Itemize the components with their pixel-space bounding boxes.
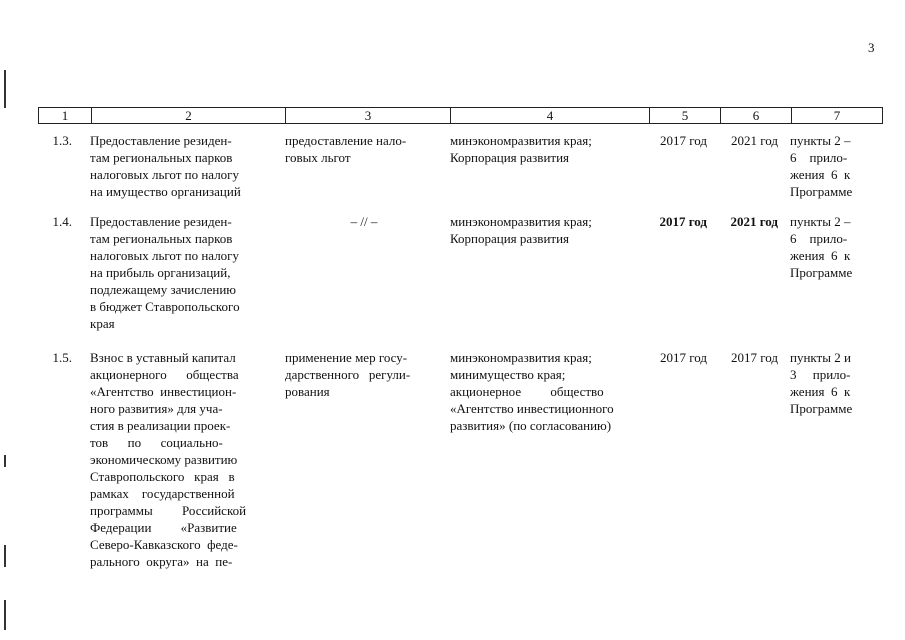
start-year: 2017 год bbox=[660, 350, 707, 365]
margin-mark bbox=[4, 545, 6, 567]
executor: минэкономразвития края; минимущество края; акционерное общество «Агентство инвестиционного развития» (по согласованию) bbox=[450, 350, 614, 433]
margin-mark bbox=[4, 70, 6, 108]
start-year: 2017 год bbox=[660, 133, 707, 148]
end-year: 2021 год bbox=[730, 214, 778, 229]
header-col-3: 3 bbox=[286, 108, 451, 124]
start-year: 2017 год bbox=[659, 214, 707, 229]
row-number: 1.3. bbox=[52, 133, 72, 148]
measure-name: Предоставление резиден- там региональных парков налоговых льгот по налогу на имущество организаций bbox=[90, 133, 241, 199]
program-link: пункты 2 и 3 прило- жения 6 к Программе bbox=[790, 350, 853, 416]
measure-name: Взнос в уставный капитал акционерного общества «Агентство инвестицион- ного развития» для уча- стия в реализации проек- тов по социально- экономическому развитию Ставропольского края в рамках государственной программы Российской Федерации «Развитие Северо-Кавказского феде- рального округа» на пе- bbox=[90, 350, 247, 569]
header-col-6: 6 bbox=[721, 108, 792, 124]
mechanism: предоставление нало- говых льгот bbox=[285, 133, 407, 165]
header-col-4: 4 bbox=[451, 108, 650, 124]
row-number: 1.5. bbox=[52, 350, 72, 365]
mechanism: применение мер госу- дарственного регули- рования bbox=[285, 350, 411, 399]
executor: минэкономразвития края; Корпорация развития bbox=[450, 133, 592, 165]
executor: минэкономразвития края; Корпорация развития bbox=[450, 214, 592, 246]
program-link: пункты 2 – 6 прило- жения 6 к Программе bbox=[790, 214, 853, 280]
margin-mark bbox=[4, 600, 6, 630]
page-number: 3 bbox=[868, 40, 875, 55]
row-number: 1.4. bbox=[52, 214, 72, 229]
mechanism: – // – bbox=[350, 214, 378, 229]
program-link: пункты 2 – 6 прило- жения 6 к Программе bbox=[790, 133, 853, 199]
end-year: 2017 год bbox=[731, 350, 778, 365]
header-col-5: 5 bbox=[650, 108, 721, 124]
header-col-2: 2 bbox=[92, 108, 286, 124]
margin-mark bbox=[4, 455, 6, 467]
header-col-7: 7 bbox=[792, 108, 883, 124]
measure-name: Предоставление резиден- там региональных парков налоговых льгот по налогу на прибыль организаций, подлежащему зачислению в бюджет Ставропольского края bbox=[90, 214, 240, 331]
header-col-1: 1 bbox=[39, 108, 92, 124]
end-year: 2021 год bbox=[731, 133, 778, 148]
table-header bbox=[38, 107, 883, 124]
